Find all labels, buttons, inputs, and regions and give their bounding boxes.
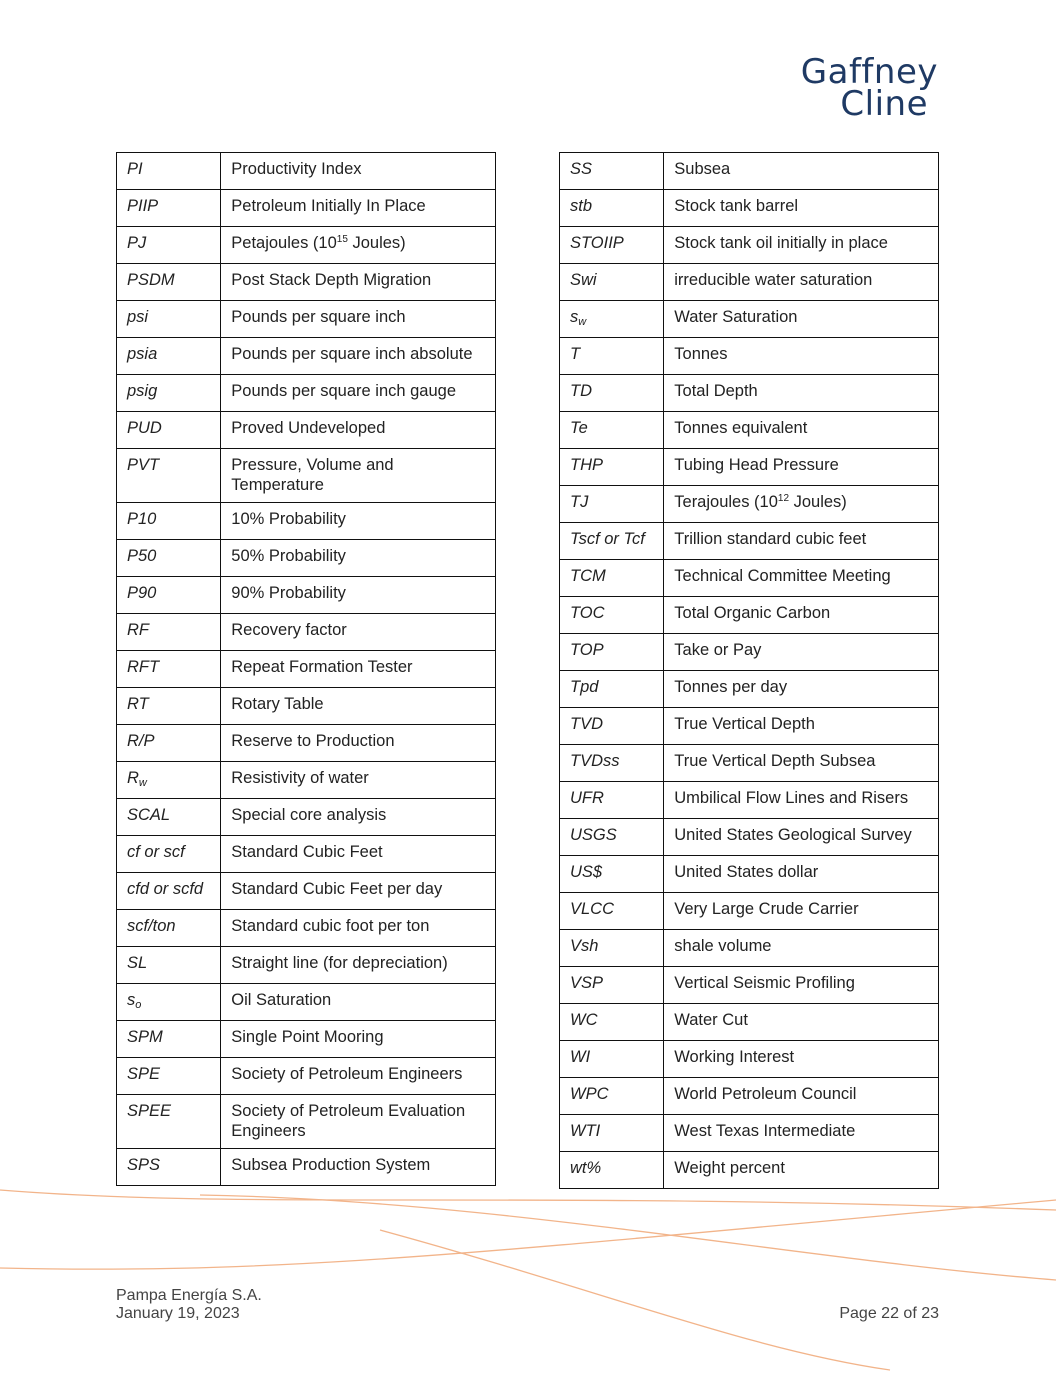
- abbreviation-term: psia: [117, 338, 221, 375]
- abbreviation-term: SCAL: [117, 799, 221, 836]
- abbreviation-definition: West Texas Intermediate: [664, 1115, 939, 1152]
- table-row: [560, 486, 939, 523]
- table-row: [560, 597, 939, 634]
- abbreviation-term: wt%: [560, 1152, 664, 1189]
- definition-superscript: 15: [336, 234, 348, 245]
- abbreviation-term: stb: [560, 190, 664, 227]
- abbreviation-term: TD: [560, 375, 664, 412]
- abbreviation-definition: Society of Petroleum Evaluation Engineers: [221, 1095, 496, 1149]
- abbreviation-term: USGS: [560, 819, 664, 856]
- abbreviation-definition: Society of Petroleum Engineers: [221, 1058, 496, 1095]
- table-row: [560, 338, 939, 375]
- table-row: [117, 1095, 496, 1149]
- abbreviation-definition: Repeat Formation Tester: [221, 651, 496, 688]
- abbreviation-term: WTI: [560, 1115, 664, 1152]
- table-row: [117, 412, 496, 449]
- table-row: [117, 190, 496, 227]
- definition-text: Petajoules (10: [231, 234, 337, 252]
- abbreviation-definition: Tonnes: [664, 338, 939, 375]
- abbreviation-term: SPS: [117, 1149, 221, 1186]
- table-row: [117, 375, 496, 412]
- abbreviation-definition: irreducible water saturation: [664, 264, 939, 301]
- abbreviation-term: Tscf or Tcf: [560, 523, 664, 560]
- abbreviation-term: SL: [117, 947, 221, 984]
- table-row: [560, 819, 939, 856]
- abbreviation-definition: Pounds per square inch: [221, 301, 496, 338]
- abbreviation-definition: [664, 486, 939, 523]
- table-row: [117, 301, 496, 338]
- table-row: [560, 375, 939, 412]
- abbreviation-definition: Pounds per square inch gauge: [221, 375, 496, 412]
- abbreviation-term: STOIIP: [560, 227, 664, 264]
- abbreviation-definition: Oil Saturation: [221, 984, 496, 1021]
- abbreviation-definition: Take or Pay: [664, 634, 939, 671]
- table-row: [560, 856, 939, 893]
- abbreviation-definition: Umbilical Flow Lines and Risers: [664, 782, 939, 819]
- table-row: [560, 153, 939, 190]
- abbreviation-definition: Water Saturation: [664, 301, 939, 338]
- abbreviation-term: psi: [117, 301, 221, 338]
- term-subscript: w: [578, 316, 587, 328]
- abbreviation-term: scf/ton: [117, 910, 221, 947]
- abbreviation-definition: United States Geological Survey: [664, 819, 939, 856]
- table-row: [117, 873, 496, 910]
- abbreviation-definition: 10% Probability: [221, 503, 496, 540]
- abbreviation-term: TVD: [560, 708, 664, 745]
- table-row: [117, 762, 496, 799]
- abbreviation-term: WC: [560, 1004, 664, 1041]
- abbreviation-definition: Proved Undeveloped: [221, 412, 496, 449]
- abbreviation-definition: Weight percent: [664, 1152, 939, 1189]
- footer-left: [116, 1287, 262, 1323]
- abbreviation-term: cfd or scfd: [117, 873, 221, 910]
- abbreviation-definition: Stock tank oil initially in place: [664, 227, 939, 264]
- table-row: [560, 560, 939, 597]
- table-row: [560, 523, 939, 560]
- definition-text: Terajoules (10: [674, 493, 778, 511]
- abbreviation-term: PJ: [117, 227, 221, 264]
- term-base: R: [127, 769, 139, 787]
- abbreviation-term: TJ: [560, 486, 664, 523]
- table-row: [117, 503, 496, 540]
- abbreviation-term: TOC: [560, 597, 664, 634]
- abbreviation-term: SPM: [117, 1021, 221, 1058]
- table-row: [560, 1041, 939, 1078]
- abbreviation-definition: Special core analysis: [221, 799, 496, 836]
- company-logo: [800, 52, 938, 124]
- abbreviation-term: [117, 762, 221, 799]
- table-row: [117, 540, 496, 577]
- abbreviation-definition: Subsea Production System: [221, 1149, 496, 1186]
- abbreviation-term: THP: [560, 449, 664, 486]
- abbreviation-definition: shale volume: [664, 930, 939, 967]
- abbreviation-term: PVT: [117, 449, 221, 503]
- table-row: [117, 153, 496, 190]
- table-row: [560, 967, 939, 1004]
- abbreviation-definition: Working Interest: [664, 1041, 939, 1078]
- term-base: s: [127, 991, 136, 1009]
- abbreviation-definition: Pressure, Volume and Temperature: [221, 449, 496, 503]
- abbreviation-definition: Petroleum Initially In Place: [221, 190, 496, 227]
- table-row: [560, 782, 939, 819]
- abbreviation-definition: Standard cubic foot per ton: [221, 910, 496, 947]
- table-row: [117, 910, 496, 947]
- abbreviation-definition: Pounds per square inch absolute: [221, 338, 496, 375]
- table-row: [117, 1149, 496, 1186]
- abbreviations-table-left: [116, 152, 496, 1186]
- abbreviation-definition: Rotary Table: [221, 688, 496, 725]
- table-row: [560, 1078, 939, 1115]
- abbreviation-definition: True Vertical Depth Subsea: [664, 745, 939, 782]
- abbreviation-definition: Single Point Mooring: [221, 1021, 496, 1058]
- table-row: [117, 577, 496, 614]
- abbreviation-term: RT: [117, 688, 221, 725]
- decorative-waves: [0, 1170, 1056, 1379]
- abbreviation-term: SS: [560, 153, 664, 190]
- abbreviation-term: UFR: [560, 782, 664, 819]
- abbreviation-definition: Post Stack Depth Migration: [221, 264, 496, 301]
- footer-company: Pampa Energía S.A.: [116, 1287, 262, 1304]
- term-subscript: w: [138, 777, 147, 789]
- abbreviation-term: PSDM: [117, 264, 221, 301]
- table-row: [117, 836, 496, 873]
- term-base: s: [570, 308, 579, 326]
- table-row: [560, 1152, 939, 1189]
- table-row: [117, 227, 496, 264]
- abbreviation-term: TOP: [560, 634, 664, 671]
- abbreviation-term: US$: [560, 856, 664, 893]
- abbreviation-term: [117, 984, 221, 1021]
- table-row: [117, 799, 496, 836]
- definition-text: Joules): [789, 493, 847, 511]
- table-row: [117, 984, 496, 1021]
- abbreviation-term: VLCC: [560, 893, 664, 930]
- footer-date: January 19, 2023: [116, 1305, 240, 1322]
- abbreviation-definition: 90% Probability: [221, 577, 496, 614]
- abbreviation-definition: United States dollar: [664, 856, 939, 893]
- table-row: [560, 708, 939, 745]
- abbreviation-definition: Trillion standard cubic feet: [664, 523, 939, 560]
- abbreviation-term: SPE: [117, 1058, 221, 1095]
- abbreviation-term: P50: [117, 540, 221, 577]
- table-row: [117, 1021, 496, 1058]
- table-row: [560, 264, 939, 301]
- table-row: [117, 614, 496, 651]
- table-row: [560, 301, 939, 338]
- abbreviation-definition: Recovery factor: [221, 614, 496, 651]
- logo-line-2: Cline: [840, 84, 928, 124]
- abbreviation-definition: Tonnes equivalent: [664, 412, 939, 449]
- table-row: [117, 947, 496, 984]
- table-row: [560, 227, 939, 264]
- abbreviation-term: psig: [117, 375, 221, 412]
- abbreviation-definition: Standard Cubic Feet per day: [221, 873, 496, 910]
- abbreviation-term: P10: [117, 503, 221, 540]
- abbreviation-term: cf or scf: [117, 836, 221, 873]
- abbreviation-term: PI: [117, 153, 221, 190]
- footer-page-number: Page 22 of 23: [839, 1305, 939, 1322]
- abbreviation-term: Vsh: [560, 930, 664, 967]
- abbreviation-term: T: [560, 338, 664, 375]
- abbreviation-definition: Reserve to Production: [221, 725, 496, 762]
- table-row: [560, 412, 939, 449]
- abbreviation-definition: Subsea: [664, 153, 939, 190]
- abbreviation-definition: Water Cut: [664, 1004, 939, 1041]
- abbreviation-definition: 50% Probability: [221, 540, 496, 577]
- abbreviation-term: RF: [117, 614, 221, 651]
- definition-superscript: 12: [777, 493, 790, 504]
- abbreviation-definition: Straight line (for depreciation): [221, 947, 496, 984]
- table-row: [560, 190, 939, 227]
- abbreviation-definition: World Petroleum Council: [664, 1078, 939, 1115]
- table-row: [117, 725, 496, 762]
- abbreviation-term: [560, 301, 664, 338]
- abbreviation-term: Tpd: [560, 671, 664, 708]
- logo-line-1: Gaffney: [800, 52, 938, 92]
- abbreviation-term: P90: [117, 577, 221, 614]
- table-row: [560, 893, 939, 930]
- abbreviation-term: VSP: [560, 967, 664, 1004]
- abbreviation-definition: Resistivity of water: [221, 762, 496, 799]
- abbreviation-term: TVDss: [560, 745, 664, 782]
- table-row: [560, 745, 939, 782]
- abbreviation-definition: Total Organic Carbon: [664, 597, 939, 634]
- term-subscript: o: [135, 999, 142, 1011]
- definition-text: Joules): [347, 234, 406, 252]
- table-row: [560, 930, 939, 967]
- abbreviation-term: WI: [560, 1041, 664, 1078]
- abbreviation-definition: Total Depth: [664, 375, 939, 412]
- abbreviation-term: PIIP: [117, 190, 221, 227]
- abbreviation-definition: Tubing Head Pressure: [664, 449, 939, 486]
- table-row: [560, 449, 939, 486]
- table-row: [117, 1058, 496, 1095]
- abbreviation-definition: [221, 227, 496, 264]
- abbreviation-definition: Very Large Crude Carrier: [664, 893, 939, 930]
- table-row: [117, 338, 496, 375]
- abbreviation-definition: Standard Cubic Feet: [221, 836, 496, 873]
- table-row: [560, 1004, 939, 1041]
- table-row: [117, 449, 496, 503]
- abbreviation-term: RFT: [117, 651, 221, 688]
- abbreviation-term: R/P: [117, 725, 221, 762]
- table-row: [560, 671, 939, 708]
- abbreviation-definition: Productivity Index: [221, 153, 496, 190]
- abbreviation-definition: True Vertical Depth: [664, 708, 939, 745]
- abbreviations-table-right: [559, 152, 939, 1189]
- abbreviation-term: Te: [560, 412, 664, 449]
- table-row: [560, 1115, 939, 1152]
- abbreviation-definition: Stock tank barrel: [664, 190, 939, 227]
- table-row: [117, 688, 496, 725]
- abbreviation-term: TCM: [560, 560, 664, 597]
- abbreviation-term: PUD: [117, 412, 221, 449]
- abbreviation-definition: Vertical Seismic Profiling: [664, 967, 939, 1004]
- abbreviation-definition: Tonnes per day: [664, 671, 939, 708]
- table-row: [560, 634, 939, 671]
- abbreviation-definition: Technical Committee Meeting: [664, 560, 939, 597]
- abbreviation-term: SPEE: [117, 1095, 221, 1149]
- table-row: [117, 651, 496, 688]
- abbreviation-term: WPC: [560, 1078, 664, 1115]
- table-row: [117, 264, 496, 301]
- abbreviation-term: Swi: [560, 264, 664, 301]
